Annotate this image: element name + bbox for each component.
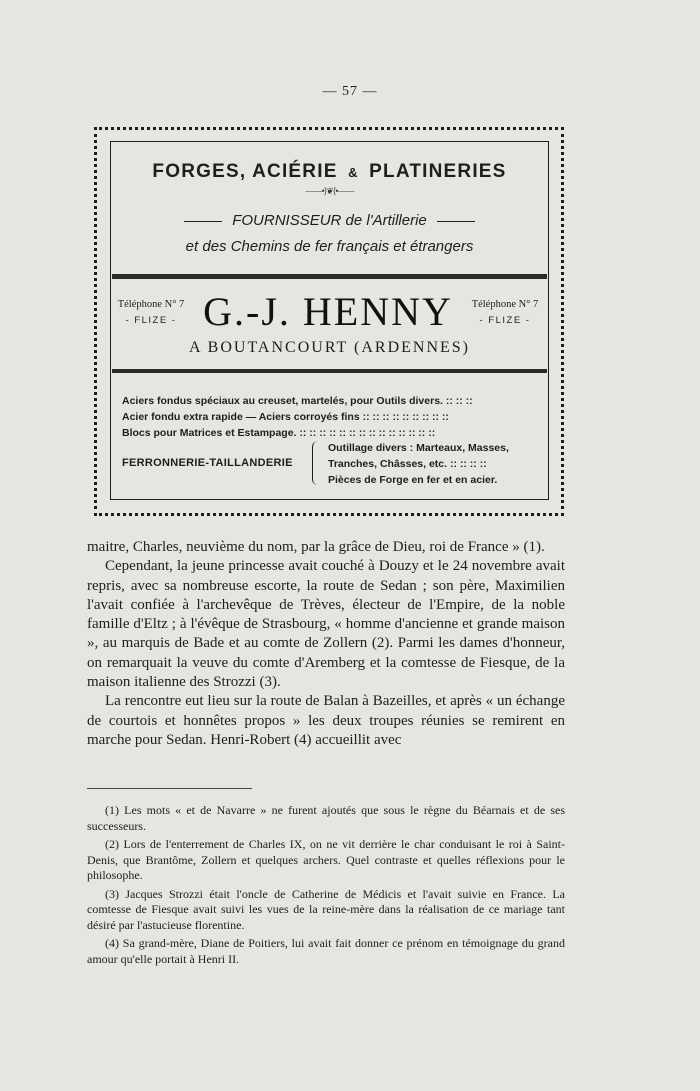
ferronnerie-item: Outillage divers : Marteaux, Masses, [328, 442, 509, 454]
telephone-left-number: Téléphone N° 7 [117, 299, 185, 310]
flize-left: - FLIZE - [125, 315, 177, 326]
telephone-right-number: Téléphone N° 7 [471, 299, 539, 310]
footnote-separator [87, 788, 252, 789]
right-rule [437, 221, 475, 222]
brace-bracket [312, 441, 319, 485]
ferronnerie-item: Tranches, Châsses, etc. :: :: :: :: [328, 458, 487, 470]
top-band-rule [112, 274, 547, 279]
bottom-band-rule [112, 369, 547, 373]
footnote: (3) Jacques Strozzi était l'oncle de Catherine de Médicis et l'avait suivie en France. La comtesse de Fiesque avait suivi les vues de la reine-mère dans la réalisation de ce mariage tant désiré par l'astucieuse florentine. [87, 886, 565, 932]
paragraph: La rencontre eut lieu sur la route de Balan à Bazeilles, et après « un échange de courtois et honnêtes propos » les deux troupes réunies se remirent en marche pour Sedan. Henri-Robert (4) accueillit avec [87, 693, 565, 748]
paragraph: maitre, Charles, neuvième du nom, par la grâce de Dieu, roi de France » (1). [87, 539, 545, 555]
supplier-line-1 [110, 212, 549, 229]
advert-title [110, 161, 549, 183]
page-number: — 57 — [322, 84, 378, 99]
footnotes [87, 803, 565, 970]
ornament-divider: ——•⟩❦⟨•—— [305, 186, 354, 196]
footnote: (2) Lors de l'enterrement de Charles IX, on ne vit derrière le char conduisant le roi à Saint-Denis, que Brantôme, Zollern et quelques archers. Quel contraste et quelles réflexions pour le philosophe. [87, 837, 565, 882]
advert-title-part-a: FORGES, ACIÉRIE [152, 161, 338, 182]
body-text [87, 538, 565, 750]
footnote: (4) Sa grand-mère, Diane de Poitiers, lui avait fait donner ce prénom en témoignage du grand amour qu'elle portait à Henri II. [87, 936, 565, 966]
telephone-left [116, 297, 186, 329]
flize-right: - FLIZE - [479, 315, 531, 326]
ferronnerie-heading: FERRONNERIE-TAILLANDERIE [122, 457, 293, 469]
advert-title-ampersand: & [348, 165, 359, 180]
paragraph: Cependant, la jeune princesse avait couché à Douzy et le 24 novembre avait repris, avec sa nombreuse escorte, la route de Sedan ; son père, Maximilien l'avait confiée à l'archevêque de Trèves, électeur de l'Empire, de la noble famille d'Eltz ; à l'évêque de Strasbourg, « homme d'ancienne et grande maison », au marquis de Bade et au comte de Zollern (2). Parmi les dames d'honneur, on remarquait la veuve du comte d'Aremberg et la comtesse de Fiesque, de la maison italienne des Strozzi (3). [87, 558, 565, 691]
product-line: Blocs pour Matrices et Estampage. :: :: :: :: :: :: :: :: :: :: :: :: :: :: [122, 427, 436, 439]
supplier-text-1: FOURNISSEUR de l'Artillerie [232, 212, 427, 229]
ferronnerie-item: Pièces de Forge en fer et en acier. [328, 474, 498, 486]
telephone-right [470, 297, 540, 329]
supplier-line-2: et des Chemins de fer français et étrangers [185, 238, 474, 255]
left-rule [184, 221, 222, 222]
product-line: Acier fondu extra rapide — Aciers corroyés fins :: :: :: :: :: :: :: :: :: [122, 411, 449, 423]
product-line: Aciers fondus spéciaux au creuset, martelés, pour Outils divers. :: :: :: [122, 395, 473, 407]
company-location: A BOUTANCOURT (ARDENNES) [188, 339, 471, 356]
company-name: G.-J. HENNY [203, 289, 453, 334]
footnote: (1) Les mots « et de Navarre » ne furent ajoutés que sous le règne du Béarnais et de ses successeurs. [87, 803, 565, 833]
advert-title-part-b: PLATINERIES [369, 161, 507, 182]
